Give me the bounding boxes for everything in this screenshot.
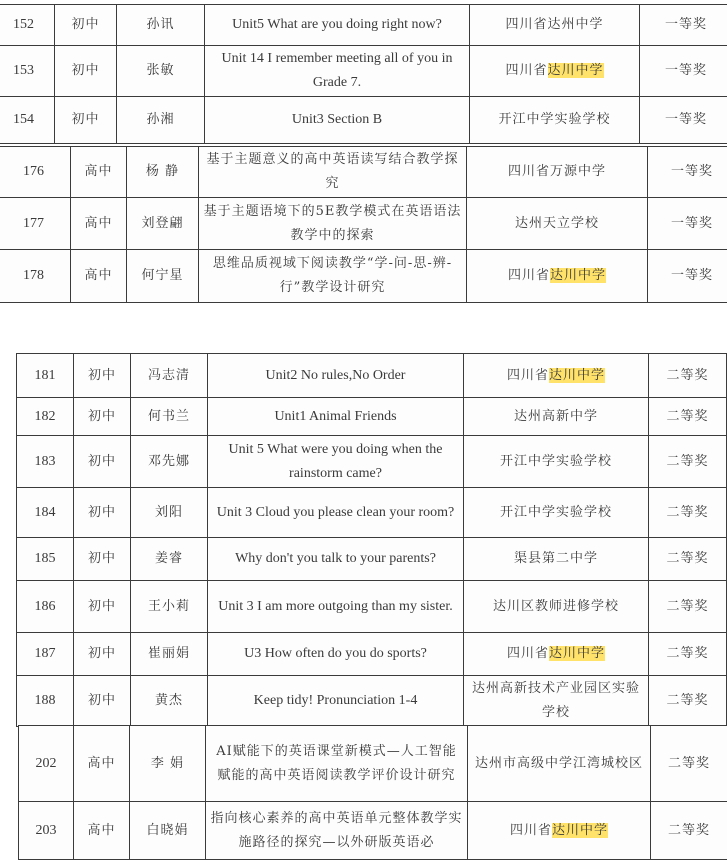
teacher-name: 冯志清 (131, 354, 208, 398)
award-level: 一等奖 (648, 250, 727, 303)
lesson-title: Unit 14 I remember meeting all of you in Grade 7. (205, 46, 470, 97)
school-level: 高中 (74, 726, 130, 802)
school-name-text: 渠县第二中学 (514, 551, 598, 566)
school-name-text: 达州天立学校 (515, 216, 599, 231)
row-number: 154 (0, 97, 55, 144)
lesson-title: 思维品质视域下阅读教学“学-问-思-辨-行”教学设计研究 (199, 250, 467, 303)
lesson-title: Unit3 Section B (205, 97, 470, 144)
teacher-name: 刘登翩 (127, 198, 199, 250)
highlighted-school: 达川中学 (552, 823, 608, 838)
award-level: 二等奖 (649, 581, 727, 633)
row-number: 185 (17, 538, 74, 581)
school-name (467, 147, 648, 198)
teacher-name: 孙湘 (117, 97, 205, 144)
school-level: 高中 (71, 198, 127, 250)
award-level: 一等奖 (648, 198, 727, 250)
award-level: 二等奖 (649, 398, 727, 436)
school-name-text: 开江中学实验学校 (498, 112, 610, 127)
school-level: 初中 (74, 436, 131, 488)
teacher-name: 黄杰 (131, 676, 208, 727)
award-table-junior-second (16, 353, 727, 727)
school-name-text: 四川省 (507, 646, 549, 661)
table-row (0, 97, 727, 144)
school-level: 初中 (74, 676, 131, 727)
school-level: 初中 (55, 5, 117, 46)
row-number: 178 (0, 250, 71, 303)
lesson-title: 基于主题语境下的5E教学模式在英语语法教学中的探索 (199, 198, 467, 250)
award-level: 二等奖 (649, 538, 727, 581)
lesson-title: Unit1 Animal Friends (208, 398, 464, 436)
teacher-name: 王小莉 (131, 581, 208, 633)
school-name-text: 四川省 (510, 823, 552, 838)
school-level: 初中 (74, 398, 131, 436)
row-number: 187 (17, 633, 74, 676)
teacher-name: 崔丽娟 (131, 633, 208, 676)
teacher-name: 杨 静 (127, 147, 199, 198)
lesson-title: U3 How often do you do sports? (208, 633, 464, 676)
table-row (0, 147, 727, 198)
school-level: 高中 (71, 250, 127, 303)
award-level: 二等奖 (649, 488, 727, 538)
award-level: 二等奖 (649, 436, 727, 488)
school-name-text: 达州市高级中学江湾城校区 (475, 756, 643, 771)
table-row (17, 488, 727, 538)
teacher-name: 白晓娟 (130, 802, 206, 860)
school-name (464, 354, 649, 398)
teacher-name: 李 娟 (130, 726, 206, 802)
award-level: 二等奖 (649, 354, 727, 398)
school-name (470, 46, 640, 97)
teacher-name: 张敏 (117, 46, 205, 97)
school-level: 高中 (74, 802, 130, 860)
award-level: 一等奖 (640, 46, 727, 97)
school-name-text: 四川省万源中学 (508, 164, 606, 179)
award-level: 二等奖 (651, 726, 727, 802)
teacher-name: 孙讯 (117, 5, 205, 46)
lesson-title: 基于主题意义的高中英语读写结合教学探究 (199, 147, 467, 198)
table-row (19, 726, 727, 802)
school-level: 初中 (74, 488, 131, 538)
table-row (19, 802, 727, 860)
award-table-senior-second (18, 725, 727, 860)
school-level: 初中 (74, 354, 131, 398)
table-row (17, 676, 727, 727)
school-name (464, 398, 649, 436)
row-number: 184 (17, 488, 74, 538)
row-number: 203 (19, 802, 74, 860)
school-level: 初中 (74, 581, 131, 633)
table-row (17, 581, 727, 633)
school-name (464, 633, 649, 676)
school-level: 初中 (55, 46, 117, 97)
school-name (464, 538, 649, 581)
award-table-junior-first (0, 4, 727, 144)
award-table-senior-first (0, 146, 727, 303)
row-number: 177 (0, 198, 71, 250)
lesson-title: Unit 5 What were you doing when the rainstorm came? (208, 436, 464, 488)
award-level: 二等奖 (651, 802, 727, 860)
teacher-name: 何书兰 (131, 398, 208, 436)
school-name (468, 802, 651, 860)
school-name-text: 四川省达州中学 (505, 17, 603, 32)
highlighted-school: 达川中学 (549, 646, 605, 661)
lesson-title: Unit 3 I am more outgoing than my sister. (208, 581, 464, 633)
lesson-title: AI赋能下的英语课堂新模式—人工智能赋能的高中英语阅读教学评价设计研究 (206, 726, 468, 802)
school-name (467, 198, 648, 250)
teacher-name: 姜睿 (131, 538, 208, 581)
row-number: 181 (17, 354, 74, 398)
school-name-text: 开江中学实验学校 (500, 454, 612, 469)
school-level: 初中 (55, 97, 117, 144)
row-number: 202 (19, 726, 74, 802)
award-level: 二等奖 (649, 633, 727, 676)
row-number: 182 (17, 398, 74, 436)
row-number: 153 (0, 46, 55, 97)
school-name-text: 四川省 (507, 368, 549, 383)
school-name-text: 四川省 (508, 268, 550, 283)
award-level: 一等奖 (640, 97, 727, 144)
school-name (464, 581, 649, 633)
highlighted-school: 达川中学 (549, 368, 605, 383)
award-level: 一等奖 (640, 5, 727, 46)
school-name (464, 488, 649, 538)
school-level: 初中 (74, 633, 131, 676)
highlighted-school: 达川中学 (548, 63, 604, 78)
award-level: 一等奖 (648, 147, 727, 198)
teacher-name: 邓先娜 (131, 436, 208, 488)
row-number: 188 (17, 676, 74, 727)
lesson-title: Unit2 No rules,No Order (208, 354, 464, 398)
school-name (468, 726, 651, 802)
school-name (470, 97, 640, 144)
lesson-title: Unit 3 Cloud you please clean your room? (208, 488, 464, 538)
school-level: 初中 (74, 538, 131, 581)
table-row (17, 538, 727, 581)
school-name (464, 436, 649, 488)
school-name-text: 达川区教师进修学校 (493, 599, 619, 614)
table-row (17, 354, 727, 398)
row-number: 176 (0, 147, 71, 198)
school-name-text: 开江中学实验学校 (500, 505, 612, 520)
teacher-name: 何宁星 (127, 250, 199, 303)
table-row (0, 5, 727, 46)
table-row (17, 398, 727, 436)
table-row (0, 198, 727, 250)
teacher-name: 刘阳 (131, 488, 208, 538)
highlighted-school: 达川中学 (550, 268, 606, 283)
table-row (17, 436, 727, 488)
row-number: 183 (17, 436, 74, 488)
school-level: 高中 (71, 147, 127, 198)
school-name-text: 四川省 (505, 63, 547, 78)
row-number: 152 (0, 5, 55, 46)
lesson-title: Unit5 What are you doing right now? (205, 5, 470, 46)
lesson-title: Why don't you talk to your parents? (208, 538, 464, 581)
table-row (17, 633, 727, 676)
table-row (0, 250, 727, 303)
lesson-title: Keep tidy! Pronunciation 1-4 (208, 676, 464, 727)
school-name-text: 达州高新中学 (514, 409, 598, 424)
table-row (0, 46, 727, 97)
school-name-text: 达州高新技术产业园区实验学校 (472, 681, 640, 720)
school-name (470, 5, 640, 46)
row-number: 186 (17, 581, 74, 633)
lesson-title: 指向核心素养的高中英语单元整体教学实施路径的探究—以外研版英语必 (206, 802, 468, 860)
school-name (464, 676, 649, 727)
award-level: 二等奖 (649, 676, 727, 727)
school-name (467, 250, 648, 303)
